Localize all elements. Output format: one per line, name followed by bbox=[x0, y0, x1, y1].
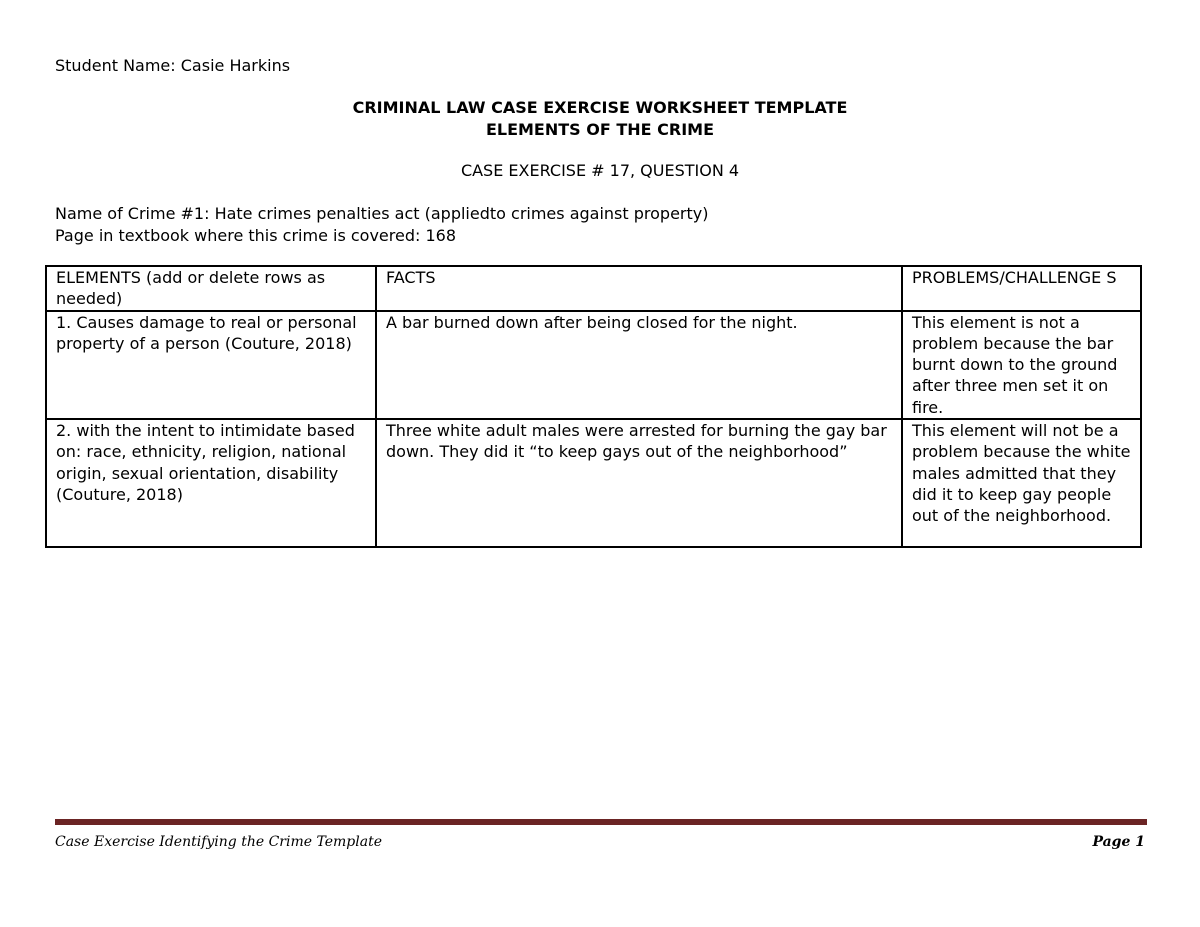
elements-table bbox=[45, 265, 1142, 548]
textbook-page: Page in textbook where this crime is covered: 168 bbox=[55, 226, 457, 245]
worksheet-title bbox=[0, 97, 1200, 141]
header-facts: FACTS bbox=[376, 266, 902, 311]
crime-info bbox=[55, 203, 708, 247]
problems-cell: This element is not a problem because the bar burnt down to the ground after three men set it on fire. bbox=[902, 311, 1141, 419]
element-cell: 2. with the intent to intimidate based on: race, ethnicity, religion, national origin, sexual orientation, disability (Couture, 2018) bbox=[46, 419, 376, 547]
title-line-1: CRIMINAL LAW CASE EXERCISE WORKSHEET TEMPLATE bbox=[352, 98, 848, 117]
table-row bbox=[46, 311, 1141, 419]
header-elements: ELEMENTS (add or delete rows as needed) bbox=[46, 266, 376, 311]
case-exercise-label: CASE EXERCISE # 17, QUESTION 4 bbox=[460, 161, 740, 180]
facts-cell: A bar burned down after being closed for the night. bbox=[376, 311, 902, 419]
footer-document-title: Case Exercise Identifying the Crime Template bbox=[55, 834, 382, 850]
table-row bbox=[46, 419, 1141, 547]
header-problems: PROBLEMS/CHALLENGE S bbox=[902, 266, 1141, 311]
facts-cell: Three white adult males were arrested for burning the gay bar down. They did it “to keep gays out of the neighborhood” bbox=[376, 419, 902, 547]
table-header-row bbox=[46, 266, 1141, 311]
element-cell: 1. Causes damage to real or personal property of a person (Couture, 2018) bbox=[46, 311, 376, 419]
problems-cell: This element will not be a problem because the white males admitted that they did it to keep gay people out of the neighborhood. bbox=[902, 419, 1141, 547]
page-number: Page 1 bbox=[1092, 834, 1145, 850]
title-line-2: ELEMENTS OF THE CRIME bbox=[485, 120, 715, 139]
crime-name: Name of Crime #1: Hate crimes penalties act (appliedto crimes against property) bbox=[55, 204, 709, 223]
student-name: Student Name: Casie Harkins bbox=[55, 56, 291, 75]
footer-divider bbox=[55, 819, 1147, 825]
